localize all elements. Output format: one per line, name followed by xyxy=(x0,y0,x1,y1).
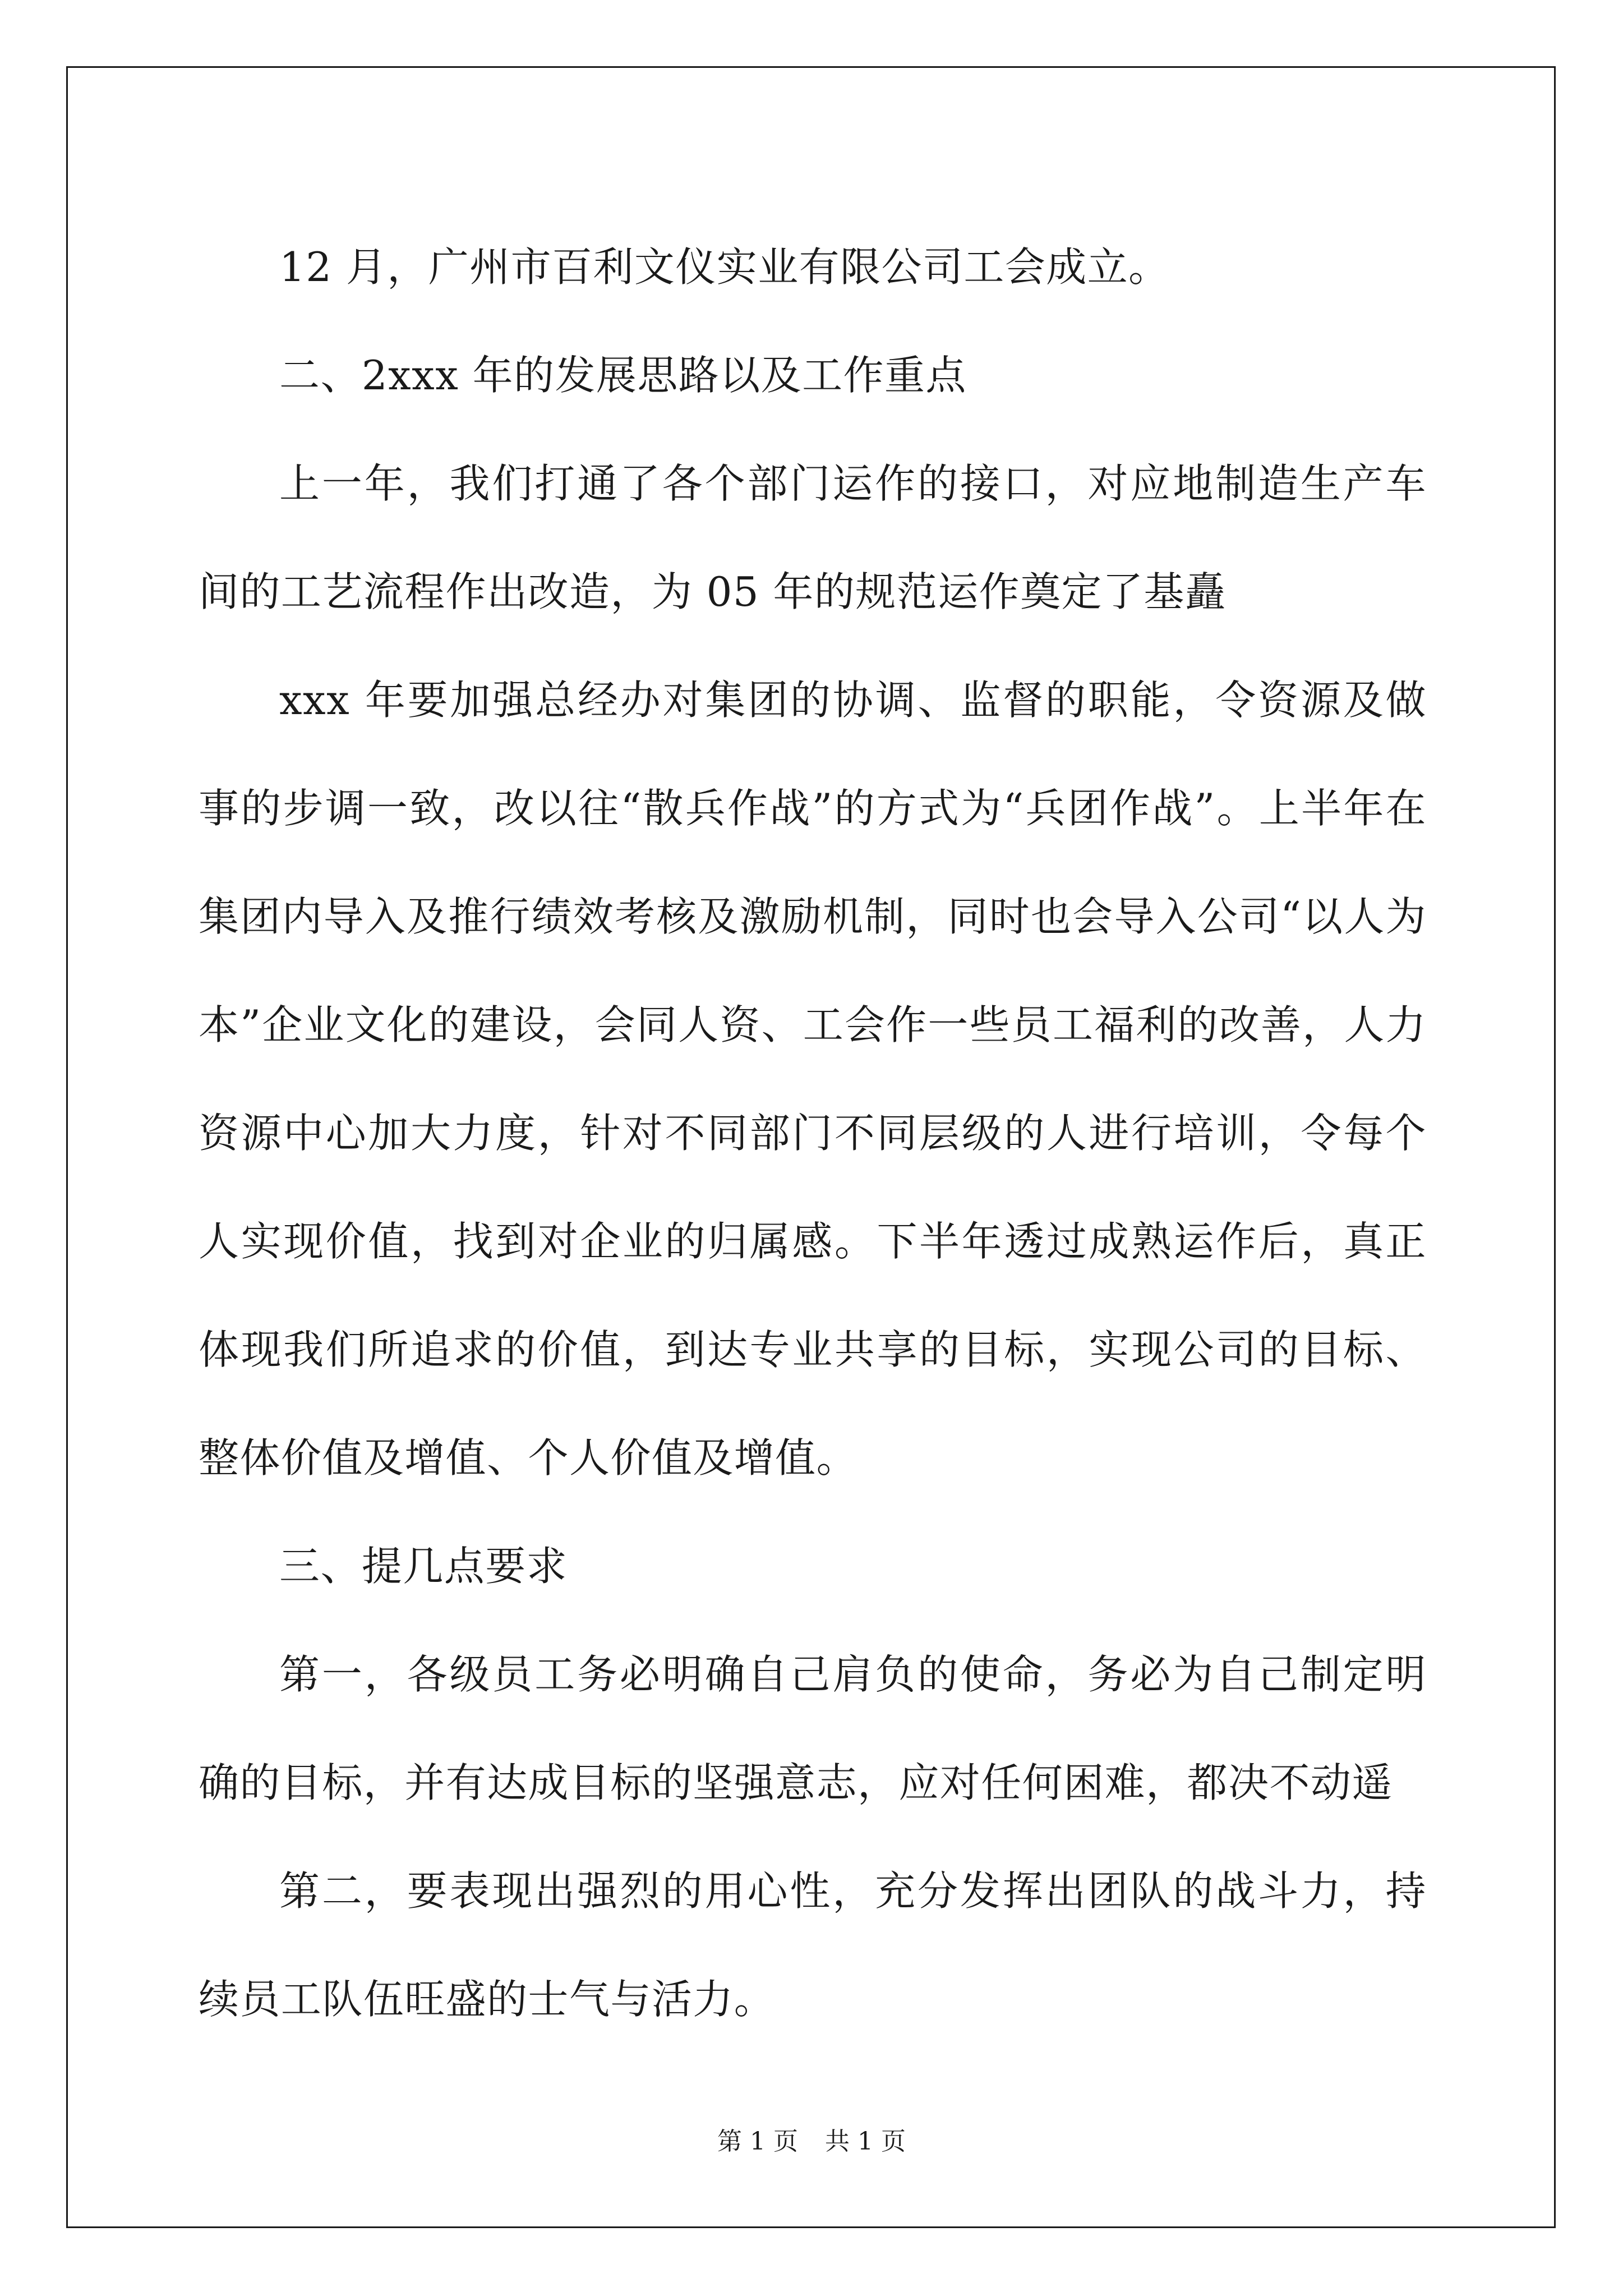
paragraph-union-founded: 12 月，广州市百利文仪实业有限公司工会成立。 xyxy=(279,243,1170,291)
page-footer xyxy=(0,2126,1623,2157)
paragraph-requirement-two: 第二，要表现出强烈的用心性，充分发挥出团队的战斗力，持续员工队伍旺盛的士气与活力。 xyxy=(199,1867,1427,2023)
page-number-total: 共 1 页 xyxy=(825,2127,906,2156)
page-number-current: 第 1 页 xyxy=(717,2127,798,2156)
section-heading-development: 二、2xxx 年的发展思路以及工作重点 xyxy=(279,352,967,399)
paragraph-plan: xxx 年要加强总经办对集团的协调、监督的职能，令资源及做事的步调一致，改以往“散兵作战”的方式为“兵团作战”。上半年在集团内导入及推行绩效考核及激励机制，同时也会导入公司“以人为本”企业文化的建设，会同人资、工会作一些员工福利的改善，人力资源中心加大力度，针对不同部门不同层级的人进行培训，令每个人实现价值，找到对企业的归属感。下半年透过成熟运作后，真正体现我们所追求的价值，到达专业共享的目标，实现公司的目标、整体价值及增值、个人价值及增值。 xyxy=(199,677,1427,1481)
section-heading-requirements: 三、提几点要求 xyxy=(279,1543,568,1590)
document-body xyxy=(199,213,1427,2054)
paragraph-last-year: 上一年，我们打通了各个部门运作的接口，对应地制造生产车间的工艺流程作出改造，为 05 年的规范运作奠定了基矗 xyxy=(199,460,1427,615)
paragraph-requirement-one: 第一，各级员工务必明确自己肩负的使命，务必为自己制定明确的目标，并有达成目标的坚强意志，应对任何困难，都决不动遥 xyxy=(199,1651,1427,1806)
